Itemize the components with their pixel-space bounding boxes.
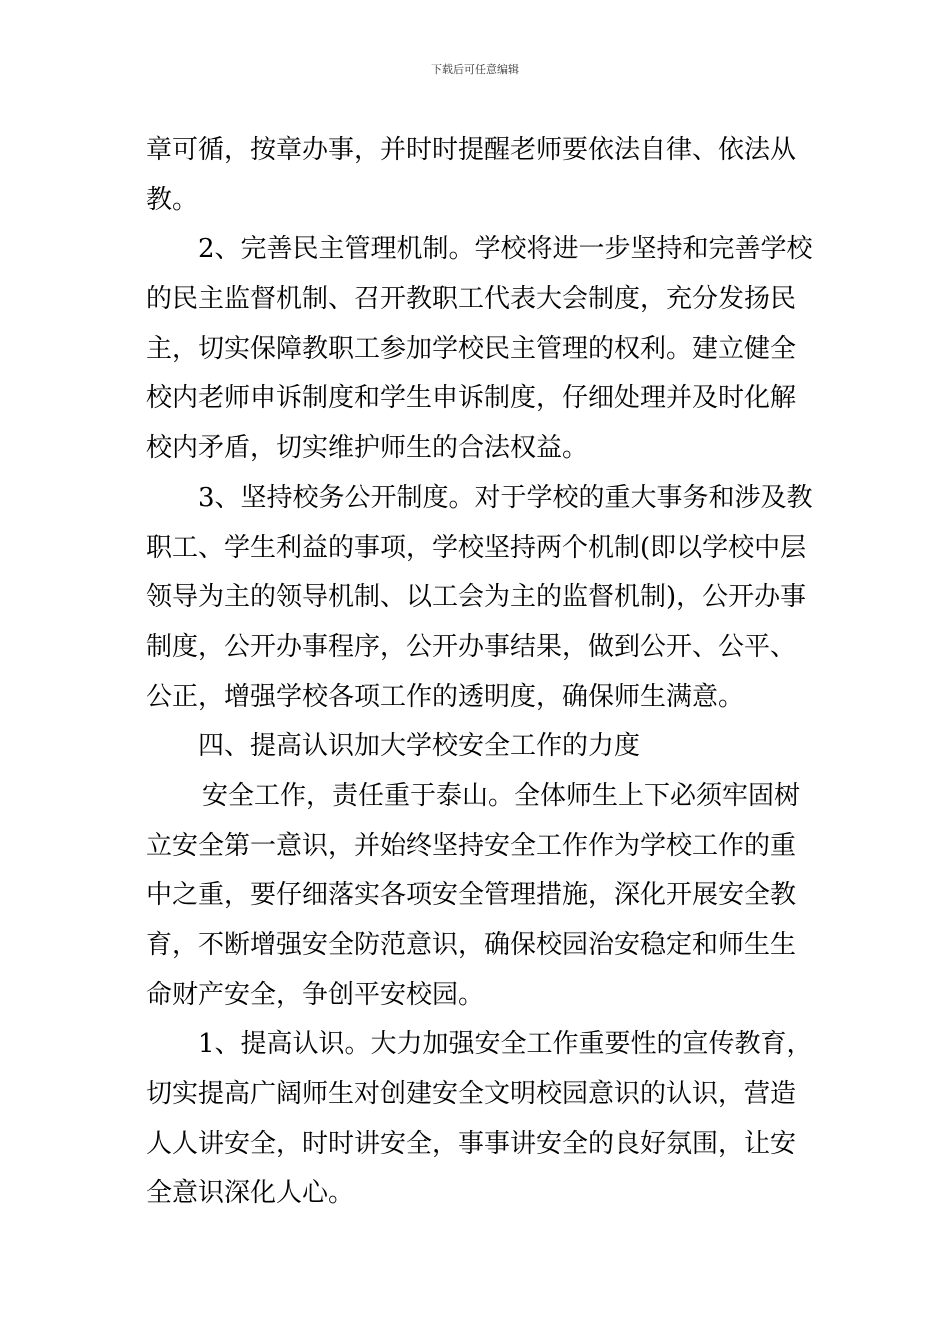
- text-line: 校内矛盾，切实维护师生的合法权益。: [146, 433, 589, 464]
- paragraph-start-line: 安全工作，责任重于泰山。全体师生上下必须牢固树: [202, 780, 801, 811]
- section-heading: 四、提高认识加大学校安全工作的力度: [198, 731, 641, 762]
- page-header: 下载后可任意编辑: [431, 63, 519, 76]
- paragraph-start-line: 2、完善民主管理机制。学校将进一步坚持和完善学校: [198, 234, 813, 265]
- paragraph-start-line: 3、坚持校务公开制度。对于学校的重大事务和涉及教: [198, 482, 813, 513]
- text-line: 领导为主的领导机制、以工会为主的监督机制)，公开办事: [146, 582, 807, 613]
- document-body: [146, 126, 813, 1219]
- text-line: 立安全第一意识，并始终坚持安全工作作为学校工作的重: [146, 830, 797, 861]
- text-line: 校内老师申诉制度和学生申诉制度，仔细处理并及时化解: [146, 383, 797, 414]
- text-line: 育，不断增强安全防范意识，确保校园治安稳定和师生生: [146, 930, 797, 960]
- text-line: 教。: [146, 184, 199, 215]
- text-line: 制度，公开办事程序，公开办事结果，做到公开、公平、: [146, 631, 797, 662]
- text-line: 章可循，按章办事，并时时提醒老师要依法自律、依法从: [146, 135, 797, 165]
- text-line: 全意识深化人心。: [146, 1178, 355, 1209]
- paragraph-start-line: 1、提高认识。大力加强安全工作重要性的宣传教育，: [198, 1029, 813, 1060]
- text-line: 公正，增强学校各项工作的透明度，确保师生满意。: [146, 681, 745, 712]
- text-line: 的民主监督机制、召开教职工代表大会制度，充分发扬民: [146, 284, 797, 315]
- text-line: 命财产安全，争创平安校园。: [146, 979, 485, 1010]
- text-line: 职工、学生利益的事项，学校坚持两个机制(即以学校中层: [146, 532, 807, 563]
- text-line: 主，切实保障教职工参加学校民主管理的权利。建立健全: [146, 333, 797, 364]
- text-line: 中之重，要仔细落实各项安全管理措施，深化开展安全教: [146, 880, 797, 911]
- text-line: 切实提高广阔师生对创建安全文明校园意识的认识，营造: [146, 1079, 797, 1110]
- text-line: 人人讲安全，时时讲安全，事事讲安全的良好氛围，让安: [146, 1128, 797, 1159]
